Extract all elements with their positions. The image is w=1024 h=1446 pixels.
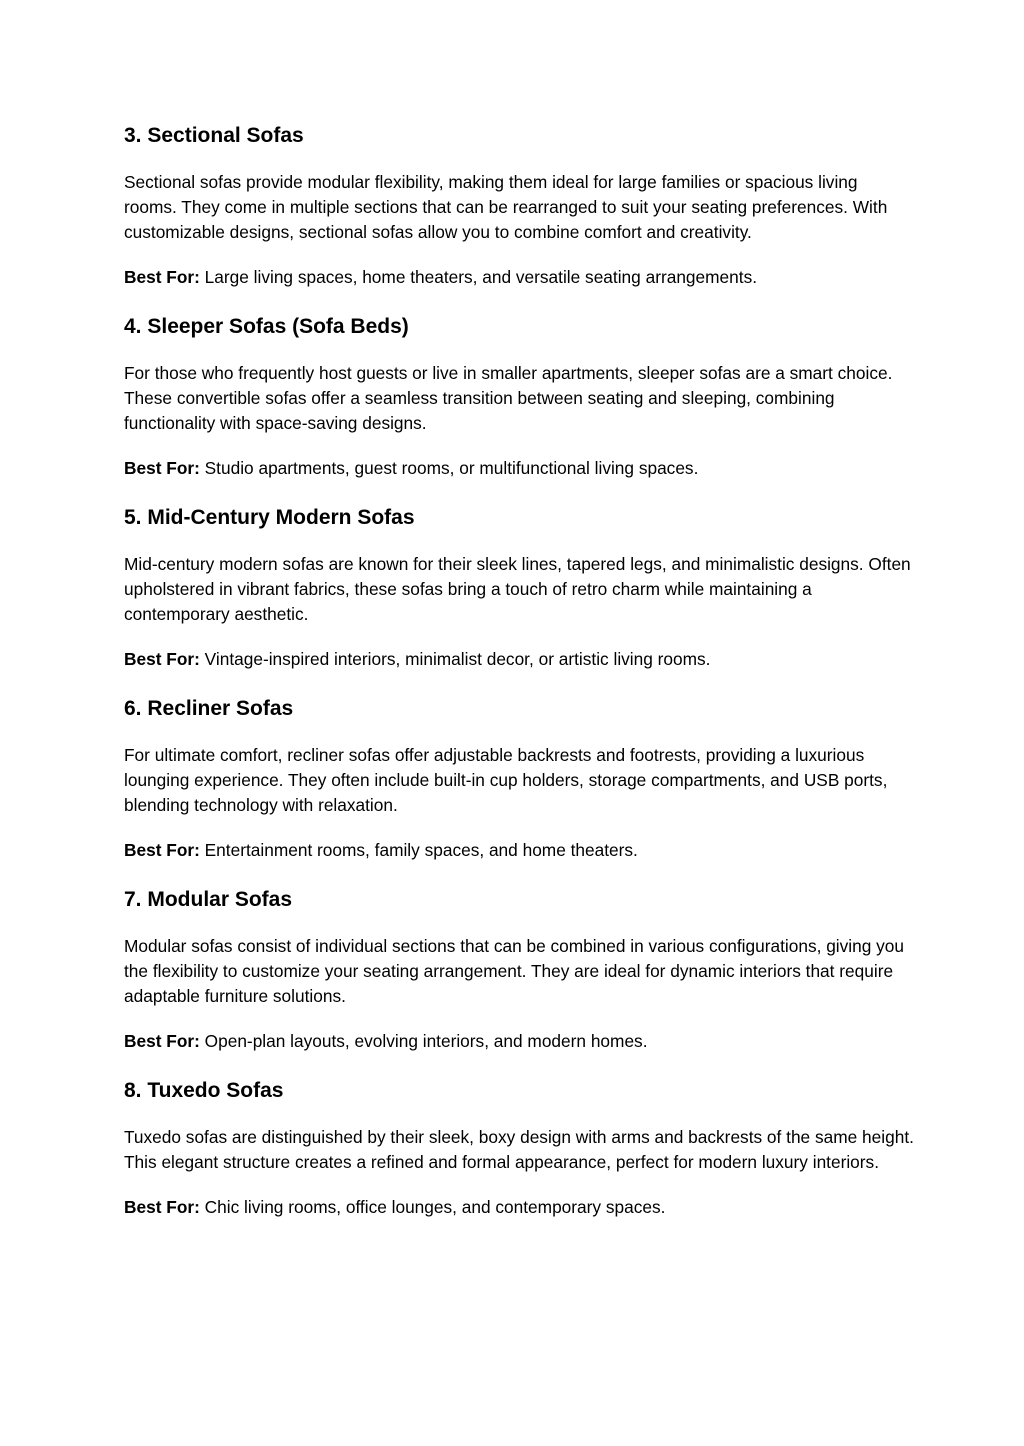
section-heading: 8. Tuxedo Sofas xyxy=(124,1079,284,1102)
section-heading: 5. Mid-Century Modern Sofas xyxy=(124,506,415,529)
section-sleeper-sofas xyxy=(124,313,914,481)
best-for-text: Vintage-inspired interiors, minimalist decor, or artistic living rooms. xyxy=(199,649,711,669)
section-heading: 6. Recliner Sofas xyxy=(124,697,294,720)
section-mid-century-sofas xyxy=(124,504,914,672)
best-for-line xyxy=(124,1195,914,1220)
best-for-line xyxy=(124,838,914,863)
section-paragraph: Modular sofas consist of individual sections that can be combined in various configurations, giving you the flexibility to customize your seating arrangement. They are ideal for dynamic interiors that require adaptable furniture solutions. xyxy=(124,936,905,1006)
section-paragraph: For those who frequently host guests or live in smaller apartments, sleeper sofas are a smart choice. These convertible sofas offer a seamless transition between seating and sleeping, combining functionality with space-saving designs. xyxy=(124,363,893,433)
best-for-label: Best For: xyxy=(124,1197,200,1217)
section-paragraph: Sectional sofas provide modular flexibility, making them ideal for large families or spacious living rooms. They come in multiple sections that can be rearranged to suit your seating preferences. With customizable designs, sectional sofas allow you to combine comfort and creativity. xyxy=(124,172,888,242)
section-tuxedo-sofas xyxy=(124,1077,914,1220)
best-for-text: Studio apartments, guest rooms, or multifunctional living spaces. xyxy=(199,458,699,478)
section-heading: 3. Sectional Sofas xyxy=(124,124,304,147)
best-for-text: Chic living rooms, office lounges, and contemporary spaces. xyxy=(199,1197,666,1217)
best-for-label: Best For: xyxy=(124,267,200,287)
best-for-label: Best For: xyxy=(124,1031,200,1051)
section-sectional-sofas xyxy=(124,122,914,290)
best-for-label: Best For: xyxy=(124,840,200,860)
section-recliner-sofas xyxy=(124,695,914,863)
best-for-text: Entertainment rooms, family spaces, and home theaters. xyxy=(199,840,638,860)
document-page xyxy=(124,122,914,1220)
best-for-line xyxy=(124,1029,914,1054)
best-for-text: Open-plan layouts, evolving interiors, and modern homes. xyxy=(199,1031,648,1051)
section-paragraph: Tuxedo sofas are distinguished by their sleek, boxy design with arms and backrests of the same height. This elegant structure creates a refined and formal appearance, perfect for modern luxury interiors. xyxy=(124,1127,914,1172)
best-for-label: Best For: xyxy=(124,458,200,478)
best-for-line xyxy=(124,265,914,290)
best-for-line xyxy=(124,456,914,481)
section-heading: 4. Sleeper Sofas (Sofa Beds) xyxy=(124,315,409,338)
section-paragraph: For ultimate comfort, recliner sofas offer adjustable backrests and footrests, providing a luxurious lounging experience. They often include built-in cup holders, storage compartments, and USB ports, blending technology with relaxation. xyxy=(124,745,888,815)
section-paragraph: Mid-century modern sofas are known for their sleek lines, tapered legs, and minimalistic designs. Often upholstered in vibrant fabrics, these sofas bring a touch of retro charm while maintaining a contemporary aesthetic. xyxy=(124,554,911,624)
best-for-text: Large living spaces, home theaters, and versatile seating arrangements. xyxy=(199,267,758,287)
section-modular-sofas xyxy=(124,886,914,1054)
best-for-line xyxy=(124,647,914,672)
section-heading: 7. Modular Sofas xyxy=(124,888,293,911)
best-for-label: Best For: xyxy=(124,649,200,669)
